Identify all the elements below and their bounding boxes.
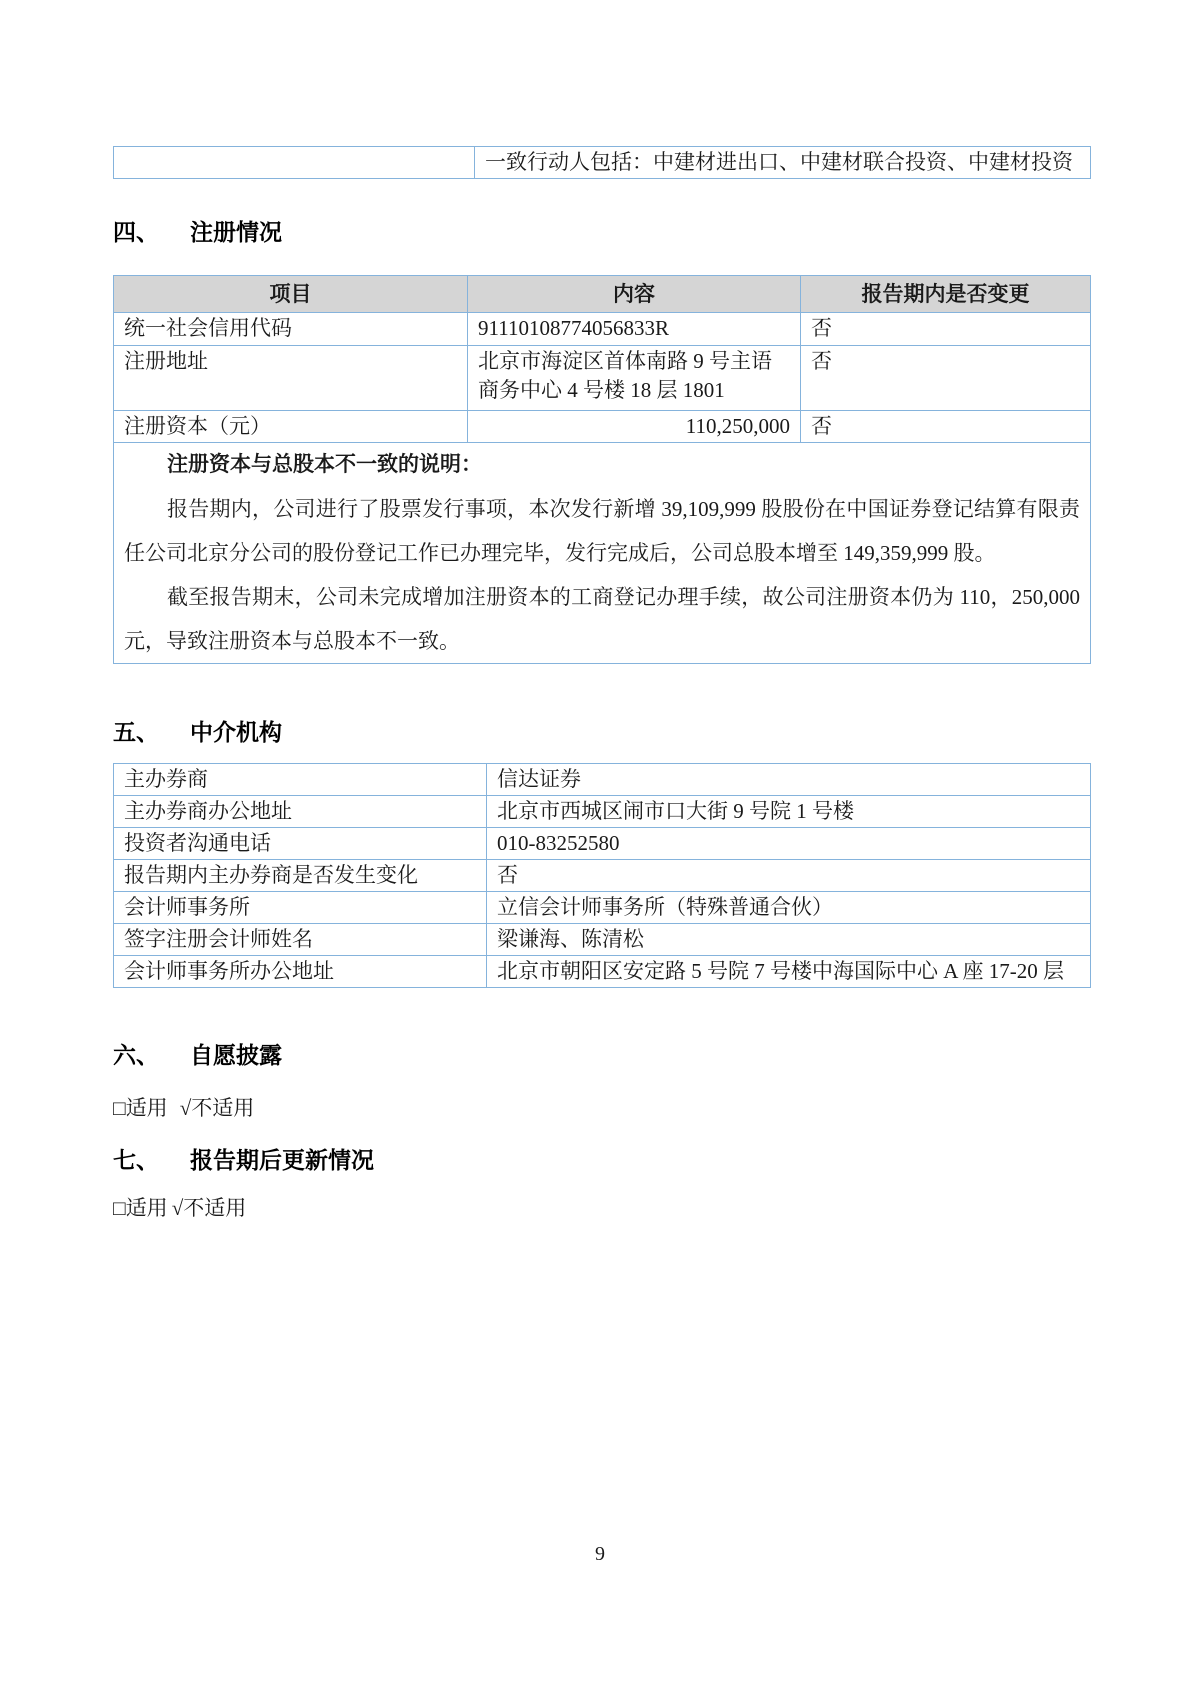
checkbox-icon: □ [113,1096,126,1120]
table-row [114,956,1091,988]
column-header-content: 内容 [468,276,801,313]
not-applicable-label: 不适用 [191,1096,255,1120]
section-heading-post-period [113,1145,1090,1175]
section-number: 四、 [113,219,159,245]
section-heading-voluntary [113,1040,1090,1070]
row-value: 否 [487,860,1091,892]
row-label: 会计师事务所 [114,892,487,924]
table-row [114,796,1091,828]
section-number: 六、 [113,1042,159,1068]
table-row [114,411,1091,443]
note-paragraph: 截至报告期末，公司未完成增加注册资本的工商登记办理手续，故公司注册资本仍为 110，250,000 元，导致注册资本与总股本不一致。 [124,585,1080,653]
section-title: 自愿披露 [190,1042,282,1068]
voluntary-applicability [113,1097,1090,1120]
continuation-table [113,146,1091,179]
table-row [114,313,1091,346]
row-value: 梁谦海、陈清松 [487,924,1091,956]
section-number: 五、 [113,719,159,745]
row-label: 注册资本（元） [114,411,468,443]
note-title: 注册资本与总股本不一致的说明： [167,453,482,476]
table-row [114,147,1091,179]
row-label: 会计师事务所办公地址 [114,956,487,988]
capital-note-cell [114,443,1091,664]
row-value: 北京市朝阳区安定路 5 号院 7 号楼中海国际中心 A 座 17-20 层 [487,956,1091,988]
column-header-changed: 报告期内是否变更 [801,276,1091,313]
table-row [114,828,1091,860]
row-label: 统一社会信用代码 [114,313,468,346]
row-label: 主办券商办公地址 [114,796,487,828]
row-value: 北京市海淀区首体南路 9 号主语商务中心 4 号楼 18 层 1801 [468,346,801,411]
intermediaries-table [113,763,1091,988]
section-title: 报告期后更新情况 [190,1147,374,1173]
note-paragraph: 报告期内，公司进行了股票发行事项，本次发行新增 39,109,999 股股份在中国证券登记结算有限责任公司北京分公司的股份登记工作已办理完毕，发行完成后，公司总股本增至 149,359,999 股。 [124,497,1080,565]
row-label: 签字注册会计师姓名 [114,924,487,956]
row-label: 投资者沟通电话 [114,828,487,860]
row-changed: 否 [801,411,1091,443]
post-period-applicability [113,1197,1090,1220]
applicable-label: 适用 [125,1196,168,1220]
row-value: 110,250,000 [468,411,801,443]
row-label: 主办券商 [114,764,487,796]
empty-cell [114,147,475,179]
table-row [114,892,1091,924]
row-value: 立信会计师事务所（特殊普通合伙） [487,892,1091,924]
row-value: 信达证券 [487,764,1091,796]
section-title: 中介机构 [190,719,282,745]
column-header-item: 项目 [114,276,468,313]
table-row [114,860,1091,892]
table-row [114,924,1091,956]
section-heading-intermediaries [113,717,1090,747]
page-content [113,0,1090,1220]
section-heading-registration [113,217,1090,247]
concerted-parties-cell: 一致行动人包括：中建材进出口、中建材联合投资、中建材投资 [475,147,1091,179]
check-icon: √ [179,1096,192,1120]
row-changed: 否 [801,346,1091,411]
checkbox-icon: □ [113,1196,126,1220]
section-number: 七、 [113,1147,159,1173]
applicable-label: 适用 [125,1096,168,1120]
page-number: 9 [595,1543,605,1565]
check-icon: √ [171,1196,184,1220]
row-value: 010-83252580 [487,828,1091,860]
registration-table [113,275,1091,664]
row-label: 报告期内主办券商是否发生变化 [114,860,487,892]
table-row [114,764,1091,796]
not-applicable-label: 不适用 [183,1196,247,1220]
row-changed: 否 [801,313,1091,346]
row-value: 91110108774056833R [468,313,801,346]
table-row-note [114,443,1091,664]
row-label: 注册地址 [114,346,468,411]
table-row [114,346,1091,411]
row-value: 北京市西城区闹市口大街 9 号院 1 号楼 [487,796,1091,828]
section-title: 注册情况 [190,219,282,245]
table-header-row [114,276,1091,313]
